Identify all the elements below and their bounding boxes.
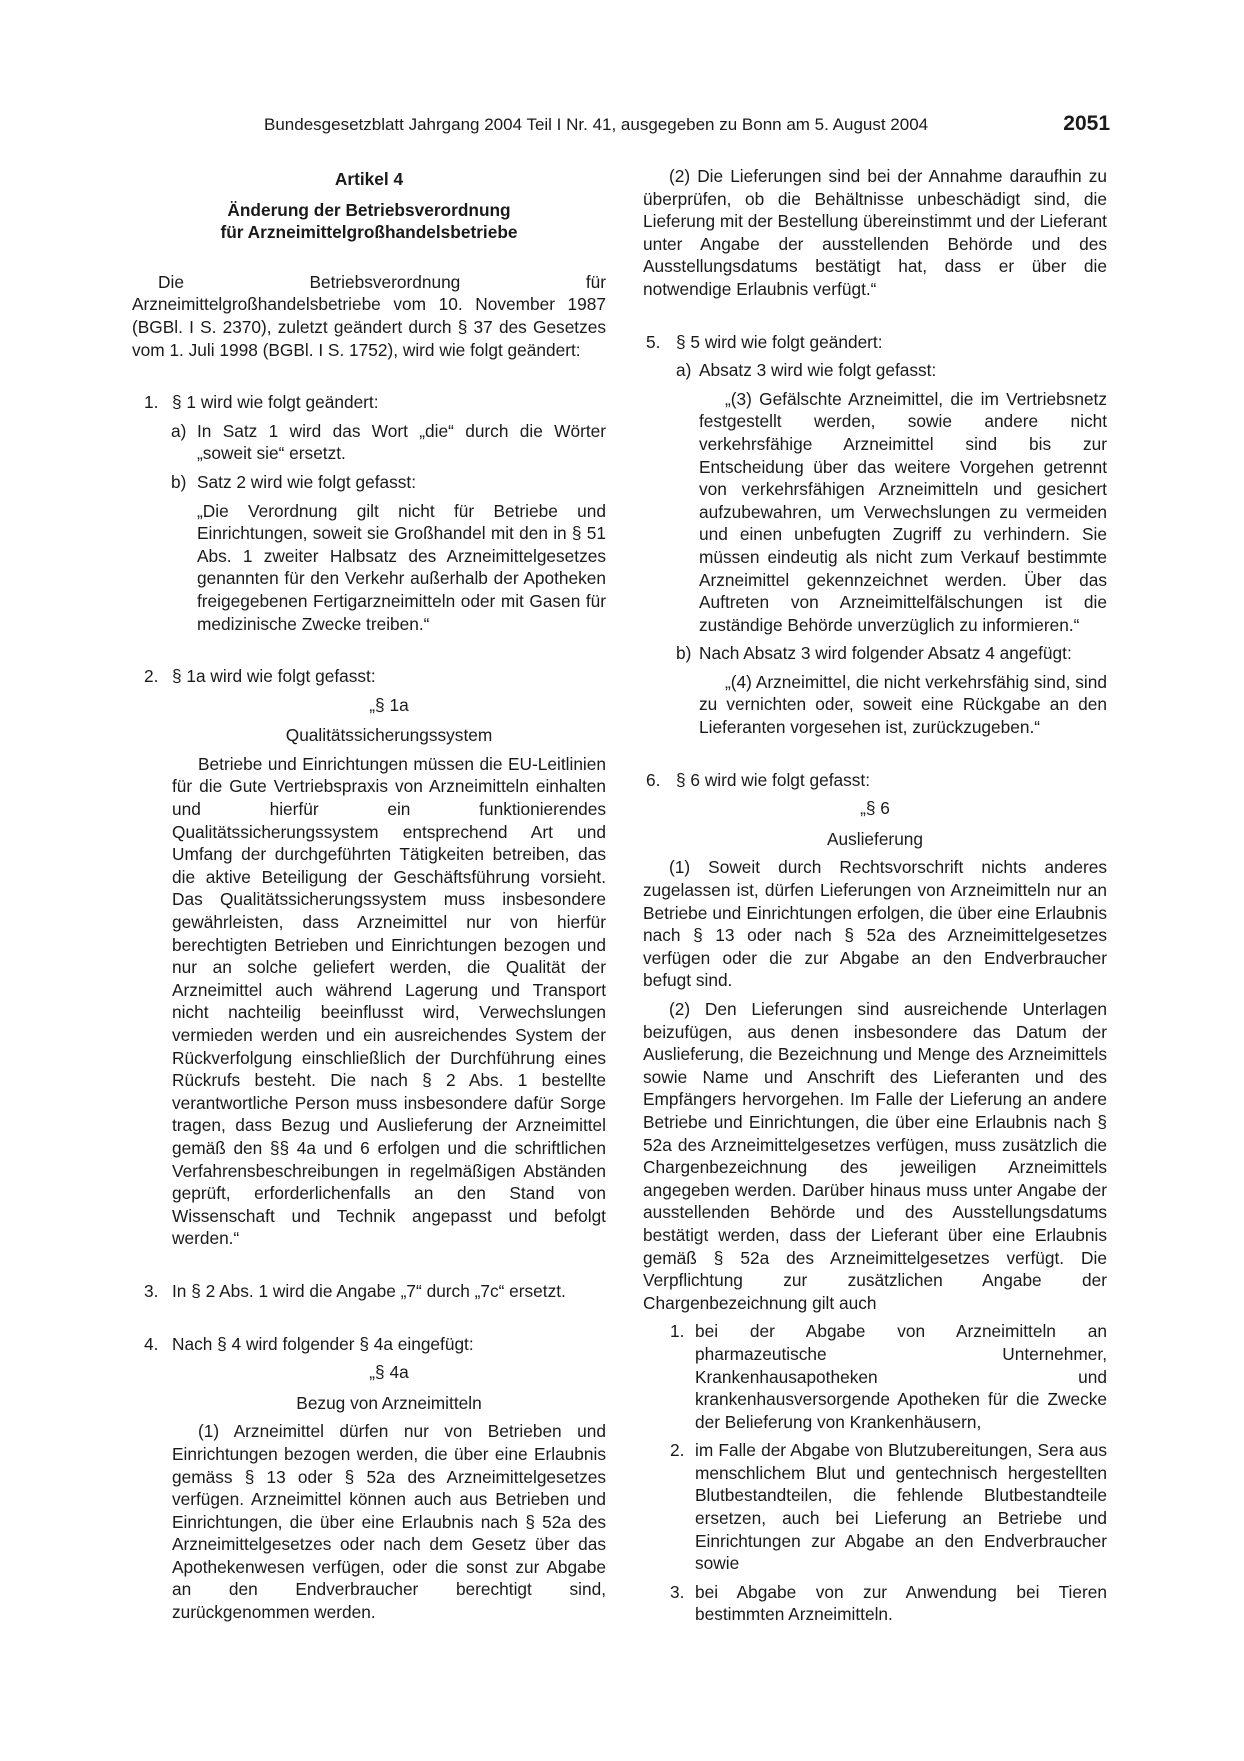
- quoted-text: „(3) Gefälschte Arzneimittel, die im Vertriebsnetz festgestellt werden, sowie andere nicht verkehrsfähige Arzneimittel sind bis zur Entscheidung über das weitere Vorgehen getrennt von verkehrsfähigen Arzneimitteln und gesichert aufzubewahren, um Verwechslungen zu vermeiden und einen unbefugten Zugriff zu verhindern. Sie müssen eindeutig als nicht zum Verkauf bestimmte Arzneimittel gekennzeichnet werden. Über das Auftreten von Arzneimittelfälschungen ist die zuständige Behörde unverzüglich zu informieren.“: [699, 388, 1107, 635]
- section-body: Betriebe und Einrichtungen müssen die EU-Leitlinien für die Gute Vertriebspraxis von Arzneimitteln einhalten und hierfür ein funktionierendes Qualitätssicherungssystem entsprechend Art und Umfang der durchgeführten Tätigkeiten betreiben, das die aktive Beteiligung der Geschäftsführung vorsieht. Das Qualitätssicherungssystem muss insbesondere gewährleisten, dass Arzneimittel nur von hierfür berechtigten Betrieben und Einrichtungen bezogen und nur an solche geliefert werden, die Qualität der Arzneimittel auch während Lagerung und Transport nicht nachteilig beeinflusst wird, Verwechslungen vermieden werden und ein ausreichendes System der Rückverfolgung einschließlich der Durchführung eines Rückrufs besteht. Die nach § 2 Abs. 1 bestellte verantwortliche Person muss insbesondere dafür Sorge tragen, dass Bezug und Auslieferung der Arzneimittel gemäß den §§ 4a und 6 erfolgen und die schriftlichen Verfahrensbeschreibungen in regelmäßigen Abständen geprüft, erforderlichenfalls an den Stand von Wissenschaft und Technik angepasst und befolgt werden.“: [172, 753, 606, 1249]
- quoted-text: „Die Verordnung gilt nicht für Betriebe und Einrichtungen, soweit sie Großhandel mit den in § 51 Abs. 1 zweiter Halbsatz des Arzneimittelgesetzes genannten für den Verkehr außerhalb der Apotheken freigegebenen Fertigarzneimitteln oder mit Gasen für medizinische Zwecke treiben.“: [197, 500, 606, 634]
- item-number: 5.: [646, 331, 661, 352]
- subitem-5b: [643, 642, 1107, 738]
- section-title: Qualitätssicherungssystem: [285, 725, 493, 746]
- list-item-text: bei der Abgabe von Arzneimitteln an pharmazeutische Unternehmer, Krankenhausapotheken und krankenhausversorgende Apotheken für die Zwecke der Belieferung von Krankenhäusern,: [695, 1321, 1107, 1432]
- section-paragraph-2: (2) Den Lieferungen sind ausreichende Unterlagen beizufügen, aus denen insbesondere das Datum der Auslieferung, die Bezeichnung und Menge des Arzneimittels sowie Name und Anschrift des Lieferanten und des Empfängers hervorgehen. Im Falle der Lieferung an andere Betriebe und Einrichtungen, die über eine Erlaubnis nach § 52a des Arzneimittelgesetzes verfügen, muss zusätzlich die Chargenbezeichnung des jeweiligen Arzneimittels angegeben werden. Darüber hinaus muss unter Angabe der ausstellenden Behörde und des Ausstellungsdatums bestätigt werden, dass der Lieferant über eine Erlaubnis gemäß § 52a des Arzneimittelgesetzes verfügt. Die Verpflichtung zur zusätzlichen Angabe der Chargenbezeichnung gilt auch: [643, 999, 1107, 1313]
- intro-paragraph: Die Betriebsverordnung für Arzneimittelgroßhandelsbetriebe vom 10. November 1987 (BGBl. I S. 2370), zuletzt geändert durch § 37 des Gesetzes vom 1. Juli 1998 (BGBl. I S. 1752), wird wie folgt geändert:: [132, 271, 606, 360]
- list-item-number: 3.: [670, 1581, 685, 1602]
- article-subheading-1: Änderung der Betriebsverordnung: [227, 199, 511, 220]
- item-number: 1.: [144, 392, 159, 413]
- article-subheading-2: für Arzneimittelgroßhandelsbetriebe: [220, 222, 518, 243]
- item-text: § 6 wird wie folgt gefasst:: [676, 769, 871, 790]
- left-column: [132, 165, 606, 1624]
- item-number: 4.: [144, 1333, 159, 1354]
- subitem-text: Nach Absatz 3 wird folgender Absatz 4 angefügt:: [699, 643, 1072, 664]
- list-item: [643, 1320, 1107, 1433]
- amendment-item-5: [643, 331, 1107, 354]
- list-item-text: bei Abgabe von zur Anwendung bei Tieren bestimmten Arzneimitteln.: [695, 1581, 1107, 1625]
- subitem-letter: a): [676, 360, 692, 381]
- page-header: [264, 112, 1110, 138]
- item-text: § 1a wird wie folgt gefasst:: [172, 666, 376, 687]
- subitem-text: Absatz 3 wird wie folgt gefasst:: [699, 360, 937, 381]
- amendment-item-3: [132, 1280, 606, 1303]
- continued-paragraph: (2) Die Lieferungen sind bei der Annahme daraufhin zu überprüfen, ob die Behältnisse unbeschädigt sind, die Lieferung mit der Bestellung übereinstimmt und der Lieferant unter Angabe der ausstellenden Behörde und des Ausstellungsdatums bestätigt hat, dass er über die notwendige Erlaubnis verfügt.“: [643, 166, 1107, 299]
- subitem-1a: [132, 420, 606, 465]
- section-number: „§ 4a: [369, 1362, 409, 1383]
- list-item-number: 1.: [670, 1321, 685, 1342]
- amendment-item-1: [132, 391, 606, 414]
- quoted-text: „(4) Arzneimittel, die nicht verkehrsfähig sind, sind zu vernichten oder, soweit eine Rückgabe an den Lieferanten vorgesehen ist, zurückzugeben.“: [699, 671, 1107, 738]
- list-item: [643, 1581, 1107, 1626]
- list-item-text: im Falle der Abgabe von Blutzubereitungen, Sera aus menschlichem Blut und gentechnisch hergestellten Blutbestandteilen, die fehlende Blutbestandteile ersetzen, auch bei Lieferung an Betriebe und Einrichtungen zur Abgabe an den Endverbraucher sowie: [695, 1440, 1107, 1574]
- item-number: 2.: [144, 666, 159, 687]
- item-text: In § 2 Abs. 1 wird die Angabe „7“ durch „7c“ ersetzt.: [172, 1280, 566, 1301]
- item-text: § 1 wird wie folgt geändert:: [172, 392, 379, 413]
- section-number: „§ 6: [860, 798, 890, 819]
- item-text: Nach § 4 wird folgender § 4a eingefügt:: [172, 1333, 474, 1354]
- item-text: § 5 wird wie folgt geändert:: [676, 331, 883, 352]
- subitem-5a: [643, 359, 1107, 636]
- section-body: (1) Arzneimittel dürfen nur von Betrieben und Einrichtungen bezogen werden, die über eine Erlaubnis gemäss § 13 oder § 52a des Arzneimittelgesetzes verfügen. Arzneimittel können auch aus Betrieben und Einrichtungen, die über eine Erlaubnis nach § 52a des Arzneimittelgesetzes oder nach dem Gesetz über das Apothekenwesen verfügen, oder die sonst zur Abgabe an den Endverbraucher berechtigt sind, zurückgenommen werden.: [172, 1421, 606, 1623]
- item-number: 3.: [144, 1280, 159, 1301]
- list-item: [643, 1439, 1107, 1575]
- subitem-letter: b): [171, 471, 187, 492]
- amendment-item-6: [643, 769, 1107, 792]
- section-paragraph-1: (1) Soweit durch Rechtsvorschrift nichts anderes zugelassen ist, dürfen Lieferungen von Arzneimitteln nur an Betriebe und Einrichtungen erfolgen, die über eine Erlaubnis nach § 13 oder nach § 52a des Arzneimittelgesetzes verfügen oder die zur Abgabe an den Endverbraucher befugt sind.: [643, 857, 1107, 991]
- item-number: 6.: [646, 769, 661, 790]
- subitem-letter: b): [676, 643, 692, 664]
- subitem-text: In Satz 1 wird das Wort „die“ durch die Wörter „soweit sie“ ersetzt.: [197, 420, 606, 464]
- amendment-item-2: [132, 665, 606, 1250]
- section-title: Bezug von Arzneimitteln: [296, 1392, 482, 1413]
- right-column: [643, 165, 1107, 1626]
- subitem-1b: [132, 471, 606, 635]
- running-title: Bundesgesetzblatt Jahrgang 2004 Teil I Nr. 41, ausgegeben zu Bonn am 5. August 2004: [264, 115, 929, 134]
- section-title: Auslieferung: [826, 828, 924, 849]
- section-number: „§ 1a: [369, 694, 409, 715]
- amendment-item-4: [132, 1333, 606, 1624]
- subitem-text: Satz 2 wird wie folgt gefasst:: [197, 471, 416, 492]
- page-number: 2051: [1063, 112, 1110, 135]
- list-item-number: 2.: [670, 1440, 685, 1461]
- subitem-letter: a): [171, 420, 187, 441]
- article-heading: Artikel 4: [334, 169, 404, 189]
